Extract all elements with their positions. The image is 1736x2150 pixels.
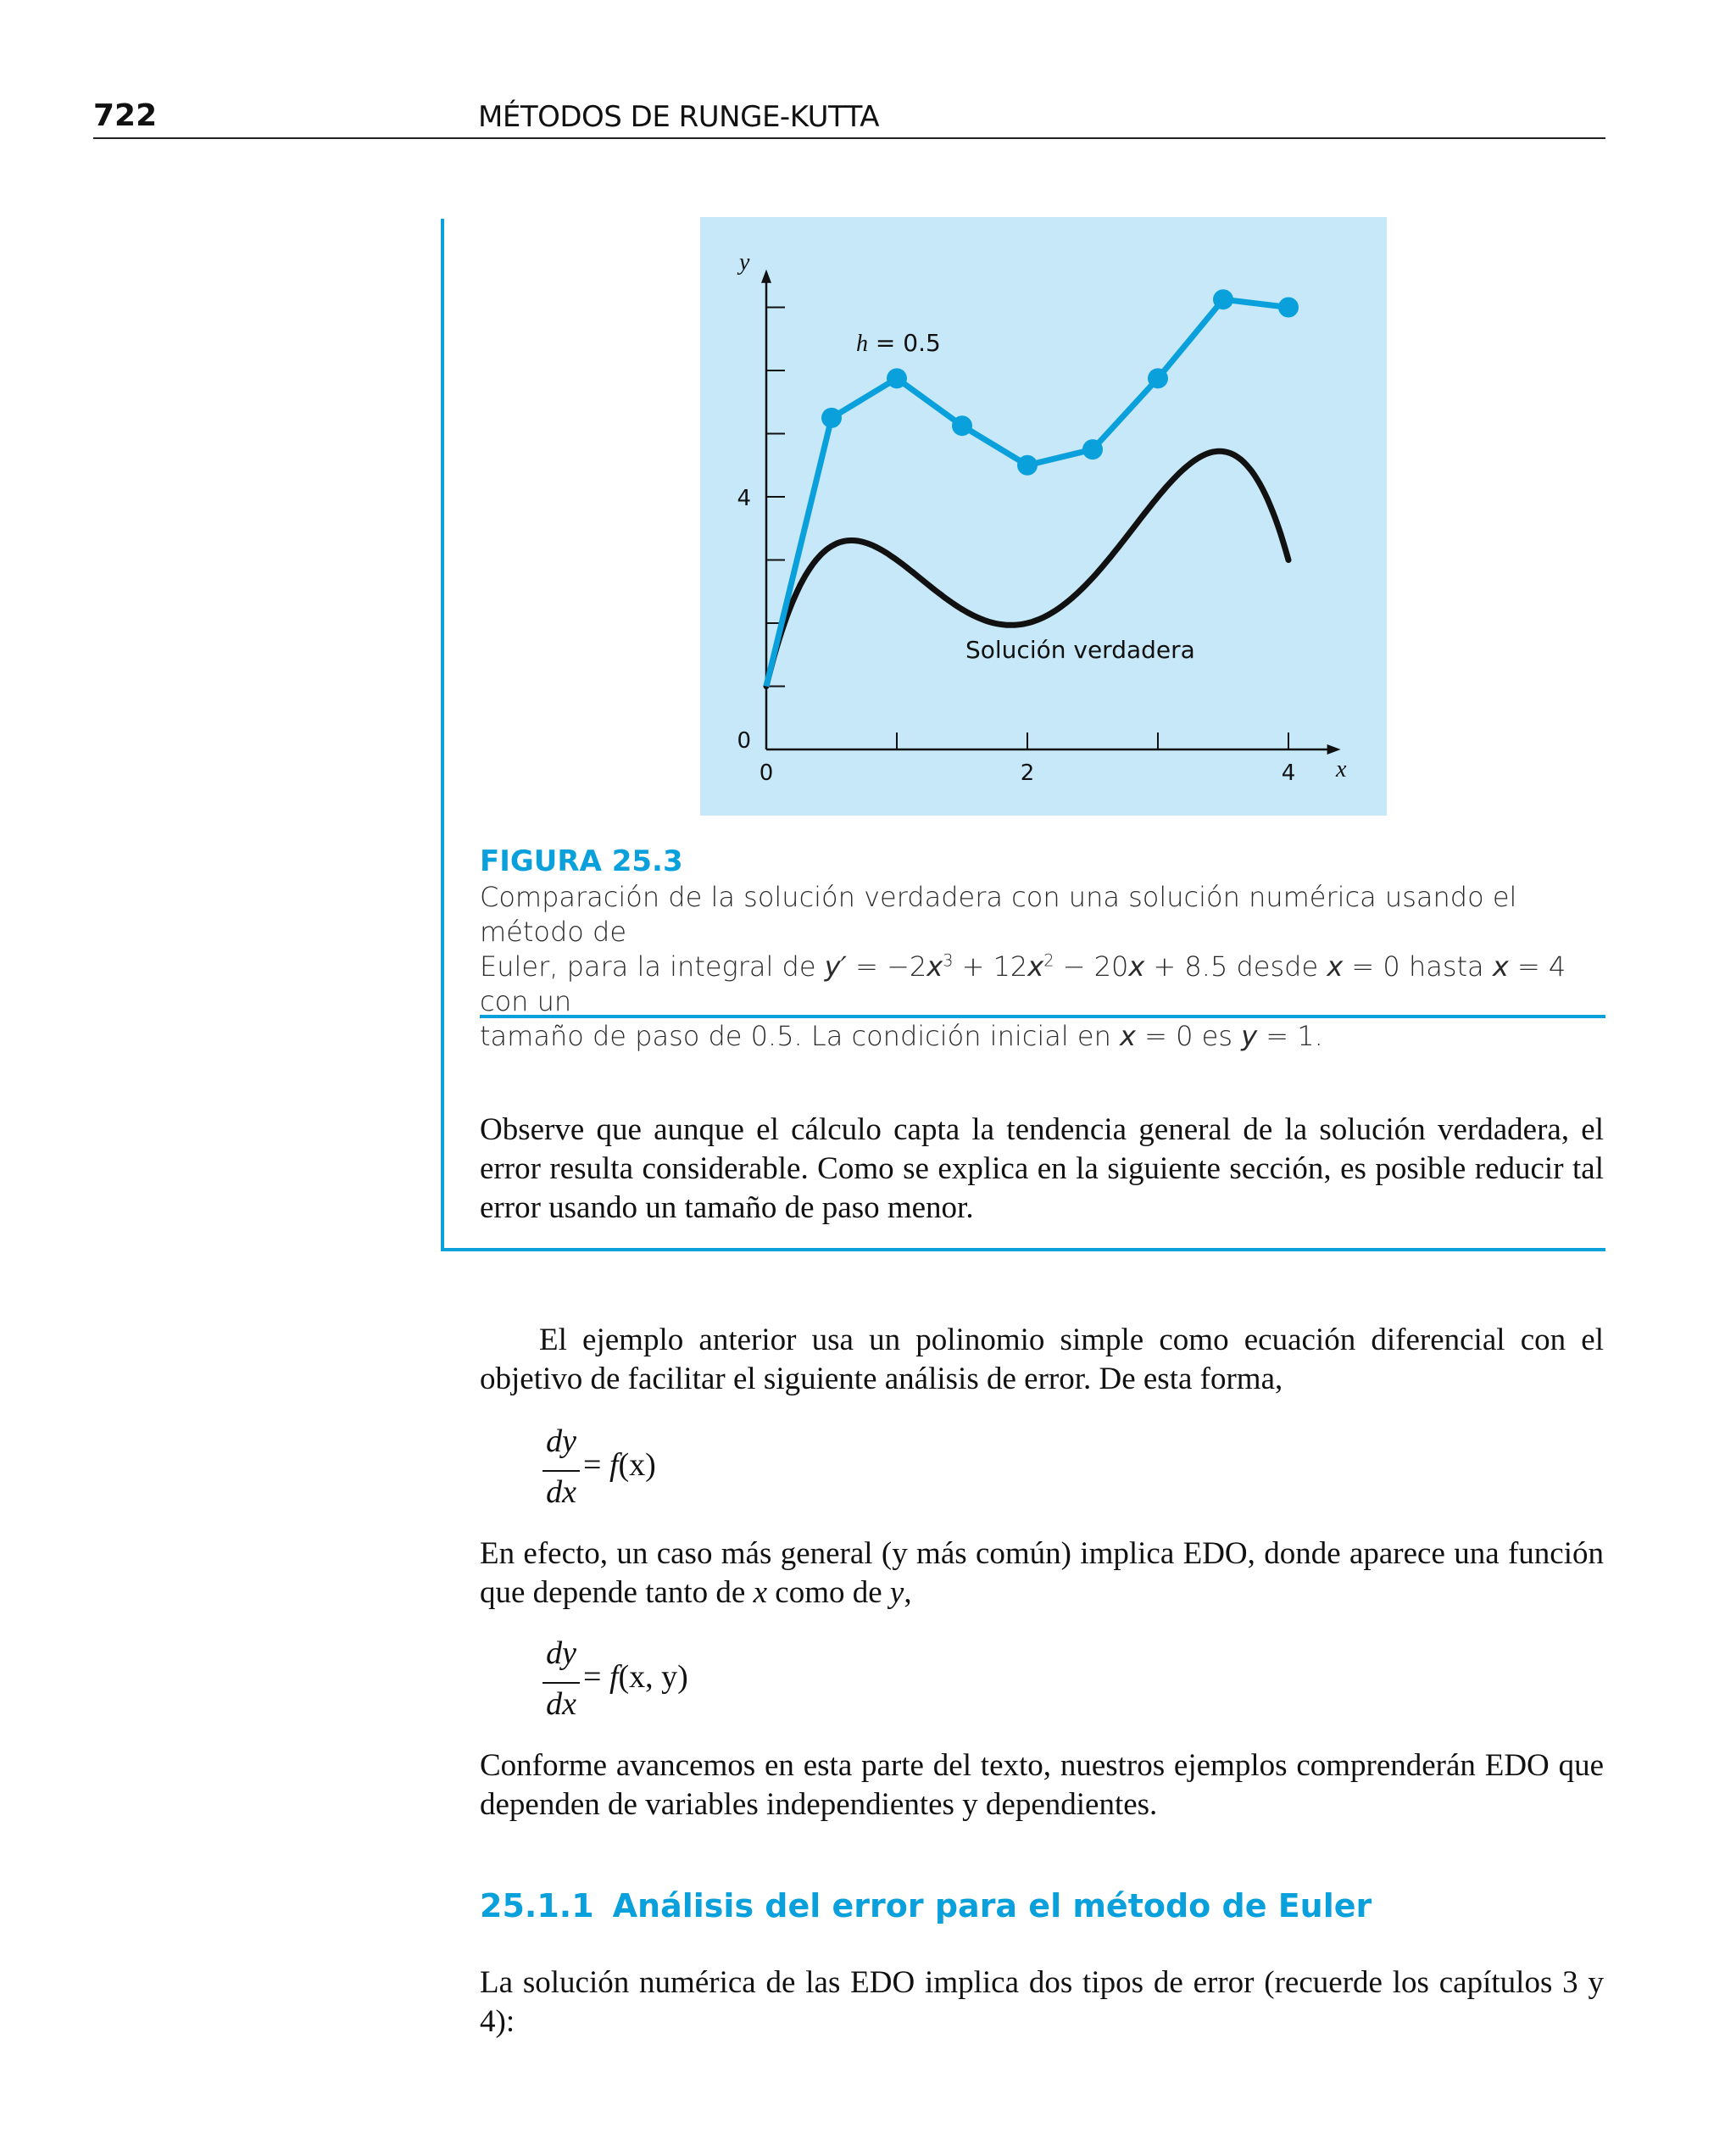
step-value: = 0.5 [868,329,941,357]
x-tick-label: 0 [759,760,774,786]
equation-dy-dx-fx [542,1423,814,1516]
x-axis-label: x [1336,756,1347,783]
tick-marks [766,308,1288,750]
eq1-denominator: dx [546,1474,576,1510]
paragraph-intro: El ejemplo anterior usa un polinomio simple como ecuación diferencial con el objetivo de facilitar el siguiente análisis de error. De esta forma, [480,1323,1604,1396]
x-tick-label: 2 [1020,760,1035,786]
y-axis-arrow [761,270,771,283]
section-number: 25.1.1 [480,1887,594,1924]
euler-chart [700,217,1387,816]
eq2-fraction-bar [542,1682,580,1684]
euler-point [952,415,972,436]
y-axis-label: y [739,249,750,276]
eq2-rhs: = f(x, y) [583,1659,688,1695]
figure-panel [700,217,1387,816]
paragraph-solution: La solución numérica de las EDO implica dos tipos de error (recuerde los capítulos 3 y 4): [480,1965,1604,2039]
paragraph-conforme: Conforme avancemos en esta parte del texto, nuestros ejemplos comprenderán EDO que dependen de variables independientes y dependientes. [480,1748,1604,1822]
paragraph-observe: Observe que aunque el cálculo capta la tendencia general de la solución verdadera, el error resulta considerable. Como se explica en la siguiente sección, es posible reducir tal error usando un tamaño de paso menor. [480,1112,1604,1225]
axes [761,270,1341,755]
eq2-numerator: dy [546,1635,576,1671]
euler-point [1213,289,1233,309]
eq2-denominator: dx [546,1686,576,1722]
step-var: h [856,331,868,357]
x-axis-arrow [1327,744,1341,755]
euler-points [821,289,1299,476]
figure-caption: Comparación de la solución verdadera con una solución numérica usando el método de Euler, para la integral de $y' = -2x^3 + 12x^2 - 20x + 8.5$ desde x = 0 hasta x = 4 con un tamaño de paso de 0.5. La condición inicial en x = 0 es y = 1. [480,881,1566,1052]
example-bottom-rule [441,1248,1605,1251]
y-tick-label: 0 [737,728,751,754]
true-solution-label: Solución verdadera [965,636,1195,664]
euler-point [1082,439,1103,460]
x-tick-label: 4 [1281,760,1296,786]
section-title: Análisis del error para el método de Euler [612,1887,1372,1924]
eq1-numerator: dy [546,1423,576,1459]
eq1-fraction-bar [542,1470,580,1472]
euler-point [1017,455,1038,476]
running-title: MÉTODOS DE RUNGE-KUTTA [478,100,880,134]
equation-dy-dx-fxy [542,1635,814,1728]
section-heading [480,1887,1372,1924]
eq1-rhs: = f(x) [583,1447,656,1483]
step-size-annotation [856,329,941,357]
y-tick-label: 4 [737,486,751,511]
euler-point [1148,368,1168,388]
example-left-rule [441,219,444,1251]
euler-point [887,368,907,388]
paragraph-general: En efecto, un caso más general (y más común) implica EDO, donde aparece una función que depende tanto de x como de y, [480,1536,1604,1610]
figure-label: FIGURA 25.3 [480,844,683,878]
euler-solution-line [766,299,1288,686]
euler-point [1278,298,1299,318]
page-number: 722 [93,98,158,133]
header-rule [93,137,1605,139]
euler-point [821,408,842,428]
